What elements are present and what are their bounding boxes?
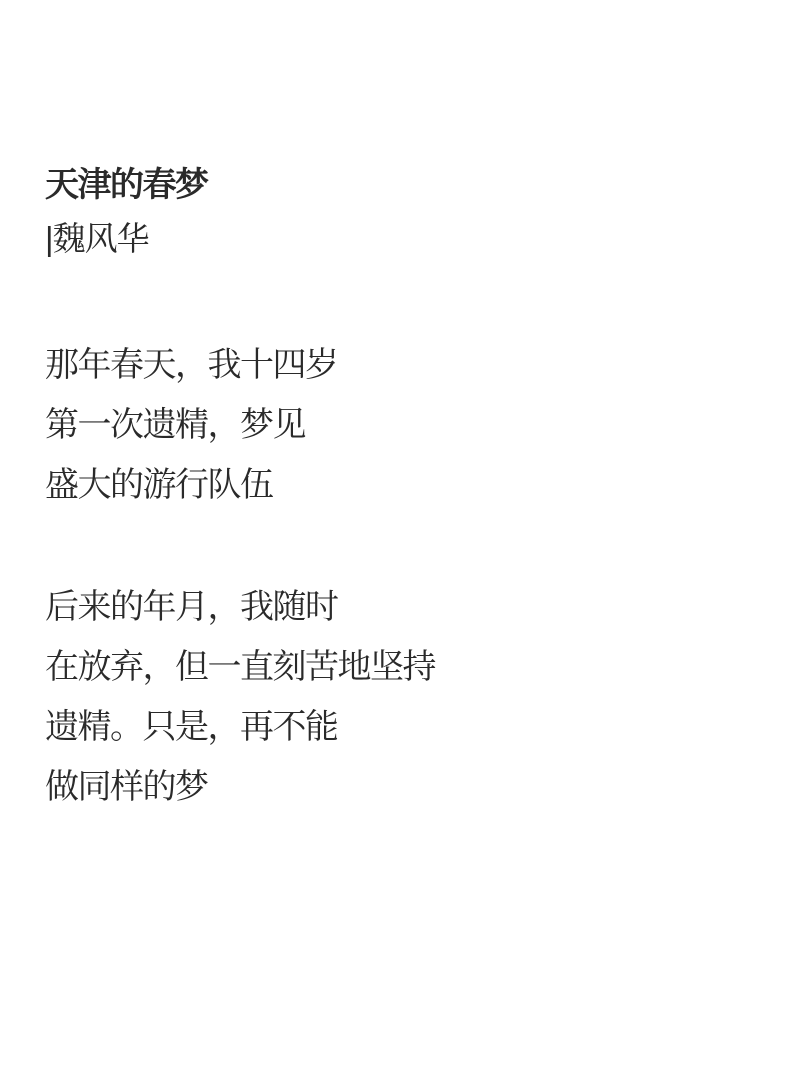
poem-line: 第一次遗精，梦见 (45, 406, 305, 444)
poem-line: 那年春天，我十四岁 (45, 346, 338, 384)
poem-stanza-1 (45, 335, 338, 515)
poem-line: 在放弃，但一直刻苦地坚持 (45, 648, 435, 686)
poem-line: 做同样的梦 (45, 768, 208, 806)
poem-title: 天津的春梦 (45, 166, 208, 204)
poem-line: 后来的年月，我随时 (45, 588, 338, 626)
poem-stanza-2 (45, 577, 435, 817)
poem-author: |魏风华 (45, 220, 149, 257)
poem-line: 盛大的游行队伍 (45, 466, 273, 504)
poem-line: 遗精。只是，再不能 (45, 708, 338, 746)
